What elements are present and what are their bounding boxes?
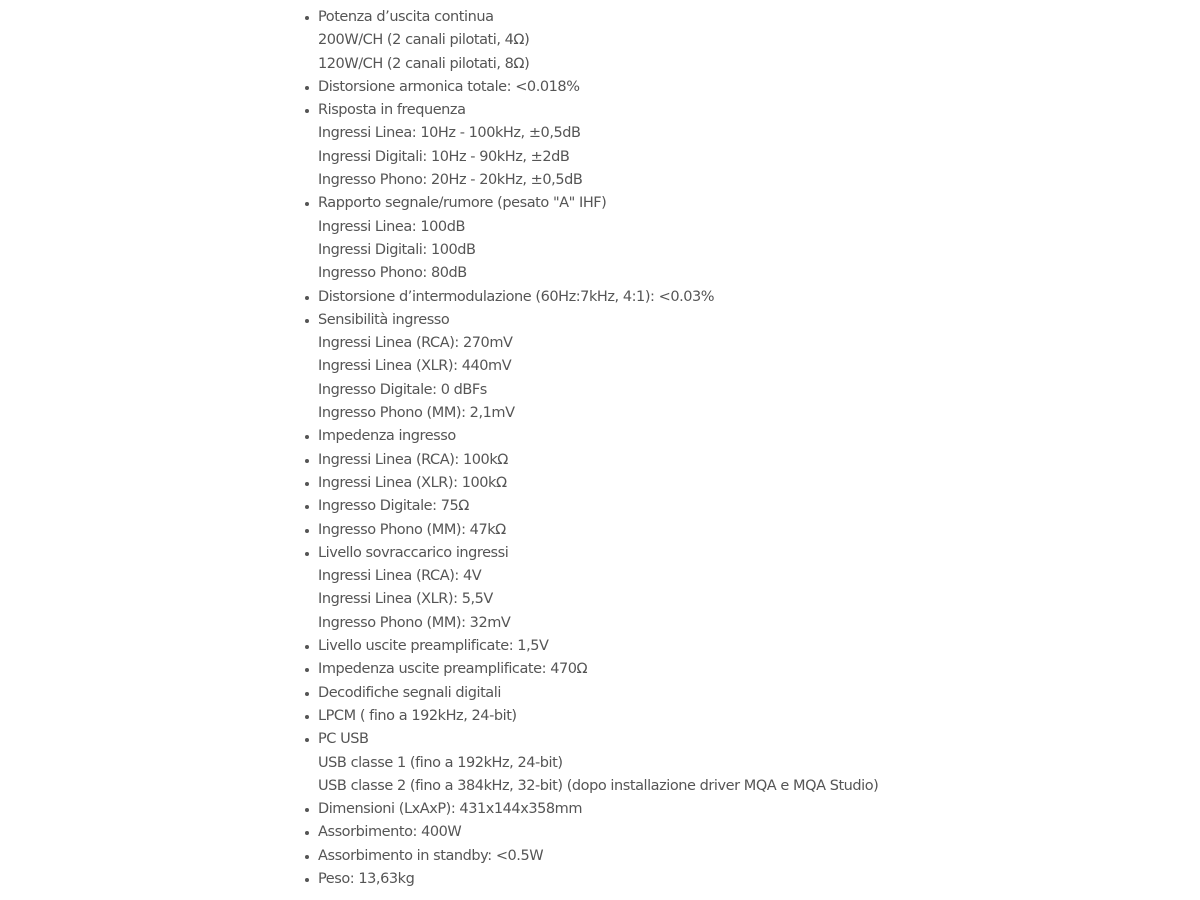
bullet-icon: [305, 645, 309, 649]
spec-list: [318, 6, 878, 891]
bullet-icon: [305, 808, 309, 812]
spec-title: Impedenza uscite preamplificate: 470Ω: [318, 661, 588, 678]
bullet-icon: [305, 86, 309, 90]
bullet-icon: [305, 435, 309, 439]
bullet-icon: [305, 482, 309, 486]
spec-title: LPCM ( fino a 192kHz, 24-bit): [318, 707, 517, 724]
spec-detail: Ingressi Linea (RCA): 4V: [318, 568, 482, 585]
spec-title: Ingresso Phono (MM): 47kΩ: [318, 521, 506, 538]
spec-detail: Ingressi Linea: 10Hz - 100kHz, ±0,5dB: [318, 125, 581, 142]
spec-item: [318, 99, 878, 192]
bullet-icon: [305, 738, 309, 742]
bullet-icon: [305, 202, 309, 206]
spec-detail: Ingresso Phono: 20Hz - 20kHz, ±0,5dB: [318, 172, 583, 189]
spec-detail: Ingressi Linea (XLR): 440mV: [318, 358, 512, 375]
spec-title: Dimensioni (LxAxP): 431x144x358mm: [318, 801, 583, 818]
spec-title: Ingressi Linea (RCA): 100kΩ: [318, 451, 508, 468]
spec-detail: Ingressi Linea: 100dB: [318, 218, 465, 235]
spec-item: [318, 845, 878, 868]
spec-item: [318, 472, 878, 495]
spec-detail: Ingressi Digitali: 10Hz - 90kHz, ±2dB: [318, 148, 570, 165]
spec-item: [318, 519, 878, 542]
spec-title: Ingressi Linea (XLR): 100kΩ: [318, 474, 507, 491]
bullet-icon: [305, 855, 309, 859]
spec-title: Livello uscite preamplificate: 1,5V: [318, 638, 549, 655]
spec-detail: Ingresso Phono (MM): 32mV: [318, 614, 511, 631]
spec-detail: Ingressi Digitali: 100dB: [318, 241, 476, 258]
spec-item: [318, 728, 878, 798]
spec-title: PC USB: [318, 731, 369, 748]
spec-item: [318, 682, 878, 705]
spec-item: [318, 798, 878, 821]
bullet-icon: [305, 16, 309, 20]
spec-item: [318, 495, 878, 518]
bullet-icon: [305, 552, 309, 556]
spec-detail: Ingressi Linea (RCA): 270mV: [318, 335, 513, 352]
spec-item: [318, 449, 878, 472]
spec-detail: 200W/CH (2 canali pilotati, 4Ω): [318, 32, 530, 49]
spec-detail: Ingresso Digitale: 0 dBFs: [318, 381, 487, 398]
bullet-icon: [305, 715, 309, 719]
spec-title: Distorsione d’intermodulazione (60Hz:7kHz, 4:1): <0.03%: [318, 288, 715, 305]
spec-item: [318, 635, 878, 658]
spec-item: [318, 868, 878, 891]
spec-item: [318, 542, 878, 635]
spec-item: [318, 192, 878, 285]
bullet-icon: [305, 668, 309, 672]
spec-title: Sensibilità ingresso: [318, 311, 450, 328]
spec-title: Peso: 13,63kg: [318, 870, 415, 887]
spec-title: Decodifiche segnali digitali: [318, 684, 501, 701]
bullet-icon: [305, 831, 309, 835]
spec-item: [318, 309, 878, 425]
spec-item: [318, 425, 878, 448]
bullet-icon: [305, 529, 309, 533]
spec-item: [318, 286, 878, 309]
spec-detail: USB classe 1 (fino a 192kHz, 24-bit): [318, 754, 563, 771]
bullet-icon: [305, 109, 309, 113]
spec-detail: 120W/CH (2 canali pilotati, 8Ω): [318, 55, 530, 72]
spec-item: [318, 821, 878, 844]
spec-item: [318, 705, 878, 728]
spec-detail: Ingresso Phono: 80dB: [318, 265, 467, 282]
bullet-icon: [305, 319, 309, 323]
spec-title: Rapporto segnale/rumore (pesato "A" IHF): [318, 195, 607, 212]
spec-item: [318, 76, 878, 99]
spec-title: Livello sovraccarico ingressi: [318, 544, 509, 561]
bullet-icon: [305, 878, 309, 882]
spec-detail: Ingressi Linea (XLR): 5,5V: [318, 591, 493, 608]
spec-title: Distorsione armonica totale: <0.018%: [318, 78, 580, 95]
spec-title: Assorbimento: 400W: [318, 824, 462, 841]
spec-title: Ingresso Digitale: 75Ω: [318, 498, 469, 515]
spec-item: [318, 658, 878, 681]
bullet-icon: [305, 296, 309, 300]
bullet-icon: [305, 505, 309, 509]
spec-detail: USB classe 2 (fino a 384kHz, 32-bit) (dopo installazione driver MQA e MQA Studio): [318, 777, 879, 794]
spec-title: Risposta in frequenza: [318, 102, 466, 119]
spec-detail: Ingresso Phono (MM): 2,1mV: [318, 405, 515, 422]
spec-title: Potenza d’uscita continua: [318, 9, 494, 25]
spec-title: Assorbimento in standby: <0.5W: [318, 847, 544, 864]
spec-title: Impedenza ingresso: [318, 428, 456, 445]
spec-item: [318, 6, 878, 76]
bullet-icon: [305, 692, 309, 696]
bullet-icon: [305, 459, 309, 463]
